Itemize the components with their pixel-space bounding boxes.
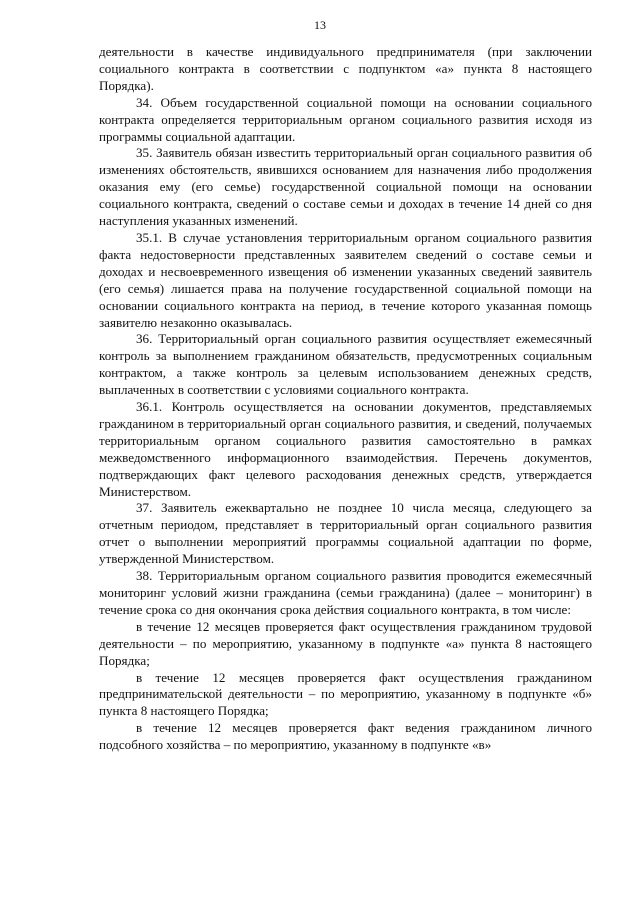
paragraph-36: 36. Территориальный орган социального развития осуществляет ежемесячный контроль за выполнением гражданином обязательств, предусмотренных социальным контрактом, а также контроль за целевым использованием денежных средств, выплаченных в соответствии с условиями социального контракта. bbox=[99, 331, 592, 398]
list-item-entrepreneurship: в течение 12 месяцев проверяется факт осуществления гражданином предпринимательской деятельности – по мероприятию, указанному в подпункте «б» пункта 8 настоящего Порядка; bbox=[99, 669, 592, 719]
paragraph-continuation: деятельности в качестве индивидуального предпринимателя (при заключении социального контракта в соответствии с подпунктом «а» пункта 8 настоящего Порядка). bbox=[99, 44, 592, 93]
paragraph-35-1: 35.1. В случае установления территориальным органом социального развития факта недостоверности представленных заявителем сведений о составе семьи и доходах и несвоевременного извещения об изменении указанных сведений заявитель (его семья) лишается права на получение государственной социальной помощи на основании социального контракта на период, в течение которого указанная помощь заявителю незаконно оказывалась. bbox=[99, 229, 592, 330]
paragraph-34: 34. Объем государственной социальной помощи на основании социального контракта определяется территориальным органом социального развития исходя из программы социальной адаптации. bbox=[99, 94, 592, 144]
page-number: 13 bbox=[314, 18, 326, 32]
paragraph-38: 38. Территориальным органом социального развития проводится ежемесячный мониторинг условий жизни гражданина (семьи гражданина) (далее – мониторинг) в течение срока со дня окончания срока действия социального контракта, в том числе: bbox=[99, 568, 592, 617]
list-item-labor-activity: в течение 12 месяцев проверяется факт осуществления гражданином трудовой деятельности – по мероприятию, указанному в подпункте «а» пункта 8 настоящего Порядка; bbox=[99, 618, 592, 668]
document-body bbox=[99, 44, 592, 754]
paragraph-36-1: 36.1. Контроль осуществляется на основании документов, представляемых гражданином в территориальный орган социального развития, и сведений, получаемых территориальным органом социального развития самостоятельно в рамках межведомственного информационного взаимодействия. Перечень документов, подтверждающих факт целевого расходования денежных средств, утверждается Министерством. bbox=[99, 399, 592, 499]
list-item-household-farming: в течение 12 месяцев проверяется факт ведения гражданином личного подсобного хозяйства – по мероприятию, указанному в подпункте «в» bbox=[99, 720, 592, 753]
paragraph-37: 37. Заявитель ежеквартально не позднее 10 числа месяца, следующего за отчетным периодом, представляет в территориальный орган социального развития отчет о выполнении мероприятий программы социальной адаптации по форме, утвержденной Министерством. bbox=[99, 500, 592, 567]
paragraph-35: 35. Заявитель обязан известить территориальный орган социального развития об изменениях обстоятельств, явившихся основанием для назначения либо продолжения оказания ему (его семье) государственной социальной помощи на основании социального контракта, сведений о составе семьи и доходах в течение 14 дней со дня наступления указанных изменений. bbox=[99, 145, 592, 229]
